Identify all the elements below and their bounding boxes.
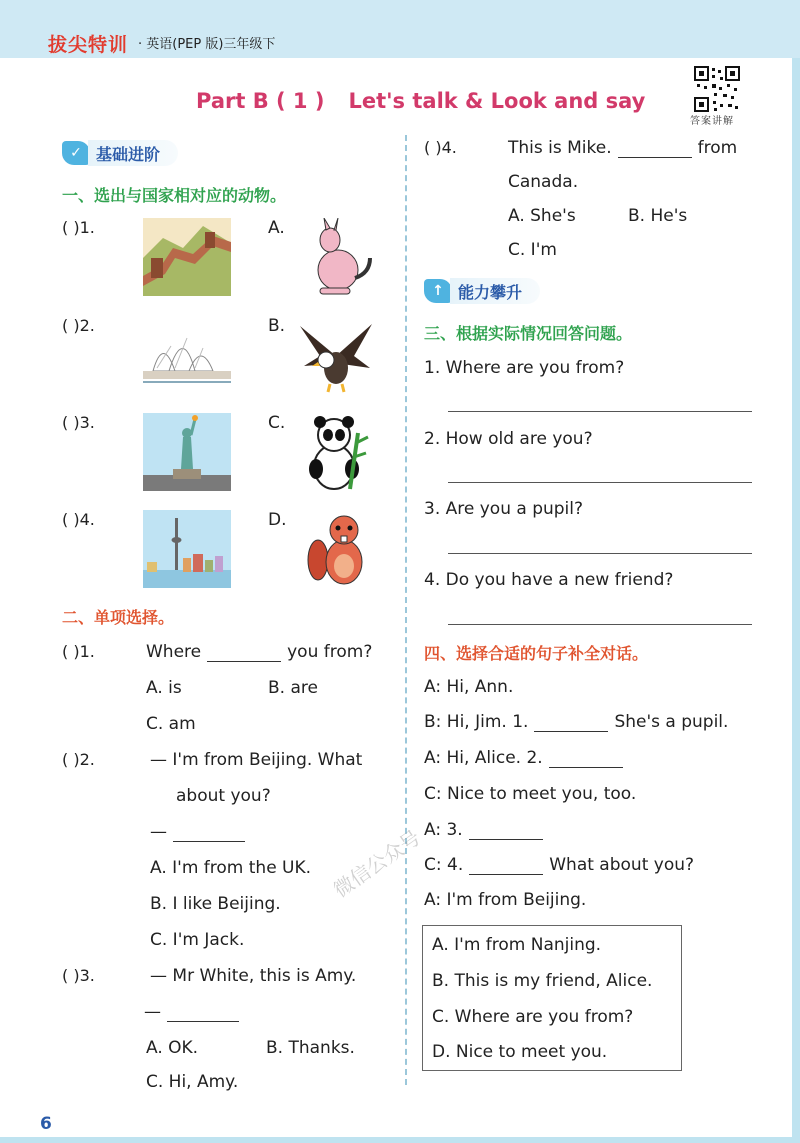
s4-option-d: D. Nice to meet you.: [432, 1042, 608, 1062]
s2-q2-opt-a: A. I'm from the UK.: [150, 858, 312, 878]
s1-letter-b: B.: [268, 316, 286, 336]
page-edge-bottom: [0, 1137, 800, 1143]
s2-q4-opt-b: B. He's: [628, 206, 688, 226]
s2-q3-opt-b: B. Thanks.: [266, 1038, 355, 1058]
column-divider: [405, 135, 407, 1085]
s4-option-a: A. I'm from Nanjing.: [432, 935, 602, 955]
brand-title: 拔尖特训: [48, 34, 129, 56]
answer-blank[interactable]: [618, 139, 692, 158]
s1-letter-d: D.: [268, 510, 287, 530]
answer-blank[interactable]: [173, 823, 245, 842]
dialog-line-4: C: Nice to meet you, too.: [424, 784, 637, 804]
s2-q1-num: ( )1.: [62, 642, 95, 661]
s3-question-3: 3. Are you a pupil?: [424, 499, 584, 519]
great-wall-picture: [143, 218, 231, 296]
answer-line[interactable]: [448, 624, 752, 625]
page-edge: [792, 58, 800, 1143]
section4-heading: 四、选择合适的句子补全对话。: [424, 644, 649, 663]
s2-q3-line1: — Mr White, this is Amy.: [150, 966, 357, 986]
eagle-icon: [300, 316, 372, 396]
section1-heading: 一、选出与国家相对应的动物。: [62, 186, 287, 205]
answer-line[interactable]: [448, 411, 752, 412]
answer-blank[interactable]: [549, 749, 623, 768]
dialog-line-3: A: Hi, Alice. 2.: [424, 748, 629, 768]
s2-q4-text: This is Mike. from: [508, 138, 738, 158]
s1-letter-c: C.: [268, 413, 286, 433]
s1-q1-num: ( )1.: [62, 218, 95, 237]
cn-tower-picture: [143, 510, 231, 588]
answer-blank[interactable]: [469, 821, 543, 840]
s4-option-b: B. This is my friend, Alice.: [432, 971, 653, 991]
s3-question-1: 1. Where are you from?: [424, 358, 625, 378]
dialog-line-6: C: 4. What about you?: [424, 855, 695, 875]
s2-q4-num: ( )4.: [424, 138, 457, 157]
badge-basic: ✓ 基础进阶: [62, 140, 178, 166]
answer-line[interactable]: [448, 553, 752, 554]
s1-q4-num: ( )4.: [62, 510, 95, 529]
header-bar: [0, 0, 800, 58]
dialog-line-5: A: 3.: [424, 820, 549, 840]
s1-q3-num: ( )3.: [62, 413, 95, 432]
s2-q2-opt-c: C. I'm Jack.: [150, 930, 245, 950]
opera-house-picture: [143, 316, 231, 394]
book-subtitle: · 英语(PEP 版)三年级下: [138, 37, 276, 52]
s2-q1-opt-b: B. are: [268, 678, 318, 698]
answer-blank[interactable]: [534, 713, 608, 732]
qr-code-icon[interactable]: [694, 66, 740, 112]
answer-blank[interactable]: [207, 643, 281, 662]
s3-question-2: 2. How old are you?: [424, 429, 593, 449]
s2-q2-num: ( )2.: [62, 750, 95, 769]
dialog-line-7: A: I'm from Beijing.: [424, 890, 587, 910]
s4-option-c: C. Where are you from?: [432, 1007, 634, 1027]
section3-heading: 三、根据实际情况回答问题。: [424, 324, 633, 343]
s2-q4-opt-c: C. I'm: [508, 240, 557, 260]
s1-letter-a: A.: [268, 218, 285, 238]
s1-q2-num: ( )2.: [62, 316, 95, 335]
watermark: 微信公众号: [329, 825, 425, 903]
s2-q3-opt-a: A. OK.: [146, 1038, 199, 1058]
climber-icon: ↑: [424, 279, 452, 303]
s2-q3-num: ( )3.: [62, 966, 95, 985]
page-number: 6: [40, 1114, 52, 1134]
answer-blank[interactable]: [469, 856, 543, 875]
s2-q4-line2: Canada.: [508, 172, 579, 192]
s2-q2-line1: — I'm from Beijing. What: [150, 750, 363, 770]
s2-q2-line2: about you?: [176, 786, 271, 806]
dialog-line-2: B: Hi, Jim. 1. She's a pupil.: [424, 712, 729, 732]
s2-q3-opt-c: C. Hi, Amy.: [146, 1072, 239, 1092]
dialog-line-1: A: Hi, Ann.: [424, 677, 514, 697]
s3-question-4: 4. Do you have a new friend?: [424, 570, 674, 590]
page-title: Part B ( 1 ) Let's talk & Look and say: [196, 89, 646, 113]
badge-advanced: ↑ 能力攀升: [424, 278, 540, 304]
s2-q2-answer-line: —: [150, 822, 251, 842]
answer-line[interactable]: [448, 482, 752, 483]
section2-heading: 二、单项选择。: [62, 608, 175, 627]
answer-blank[interactable]: [167, 1003, 239, 1022]
s2-q1-opt-c: C. am: [146, 714, 196, 734]
s2-q3-answer-line: —: [144, 1002, 245, 1022]
runner-icon: ✓: [62, 141, 90, 165]
kangaroo-icon: [300, 218, 372, 298]
statue-of-liberty-picture: [143, 413, 231, 491]
s2-q1-text: Where you from?: [146, 642, 373, 662]
beaver-icon: [300, 510, 372, 590]
qr-label: 答案讲解: [690, 116, 734, 127]
panda-icon: [300, 413, 372, 493]
s2-q2-opt-b: B. I like Beijing.: [150, 894, 281, 914]
s2-q4-opt-a: A. She's: [508, 206, 576, 226]
s2-q1-opt-a: A. is: [146, 678, 182, 698]
